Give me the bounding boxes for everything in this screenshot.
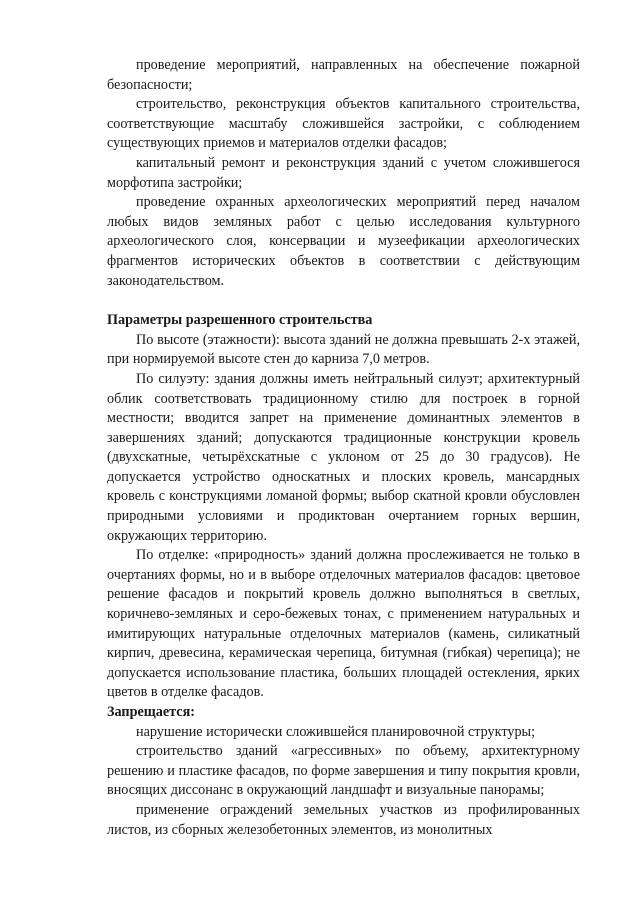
section-title: Параметры разрешенного строительства (107, 312, 373, 329)
list-item: строительство зданий «агрессивных» по объему, архитектурному решению и пластике фасадов, по форме завершения и типу покрытия кровли, вносящих диссонанс в окружающий ландшафт и визуальные панорамы; (107, 743, 580, 799)
paragraph-silhouette: По силуэту: здания должны иметь нейтральный силуэт; архитектурный облик соответствовать традиционному стилю для построек в горной местности; вводится запрет на применение доминантных элементов в завершениях зданий; допускаются традиционные конструкции кровель (двухскатные, четырёхскатные с уклоном от 25 до 30 градусов). Не допускается устройство односкатных и плоских кровель, мансардных кровель с конструкциями ломаной формы; выбор скатной кровли обусловлен природными условиями и продиктован очертанием горных вершин, окружающих территорию. (107, 370, 580, 544)
list-item: проведение мероприятий, направленных на обеспечение пожарной безопасности; (107, 57, 580, 93)
list-item: проведение охранных археологических мероприятий перед началом любых видов земляных работ с целью исследования культурного археологического слоя, консервации и музеефикации археологических фрагментов исторических объектов в соответствии с действующим законодательством. (107, 194, 580, 289)
list-item: нарушение исторически сложившейся планировочной структуры; (136, 723, 536, 740)
list-item: применение ограждений земельных участков из профилированных листов, из сборных железобетонных элементов, из монолитных (107, 801, 580, 838)
paragraph-finishing: По отделке: «природность» зданий должна прослеживается не только в очертаниях формы, но и в выборе отделочных материалов фасадов: цветовое решение фасадов и покрытий кровель должно выполняться в светлых, коричнево-земляных и серо-бежевых тонах, с применением натуральных и имитирующих натуральные отделочных материалов (камень, силикатный кирпич, древесина, керамическая черепица, битумная (гибкая) черепица); не допускается использование пластика, больших площадей остекления, ярких цветов в отделке фасадов. (107, 547, 580, 701)
list-item: строительство, реконструкция объектов капитального строительства, соответствующие масштабу сложившейся застройки, с соблюдением существующих приемов и материалов отделки фасадов; (107, 96, 580, 152)
list-item: капитальный ремонт и реконструкция зданий с учетом сложившегося морфотипа застройки; (107, 154, 580, 191)
paragraph-height: По высоте (этажности): высота зданий не должна превышать 2-х этажей, при нормируемой высоте стен до карниза 7,0 метров. (107, 331, 580, 368)
document-page (107, 56, 580, 840)
spacer (107, 291, 580, 311)
forbidden-title: Запрещается: (107, 704, 195, 720)
